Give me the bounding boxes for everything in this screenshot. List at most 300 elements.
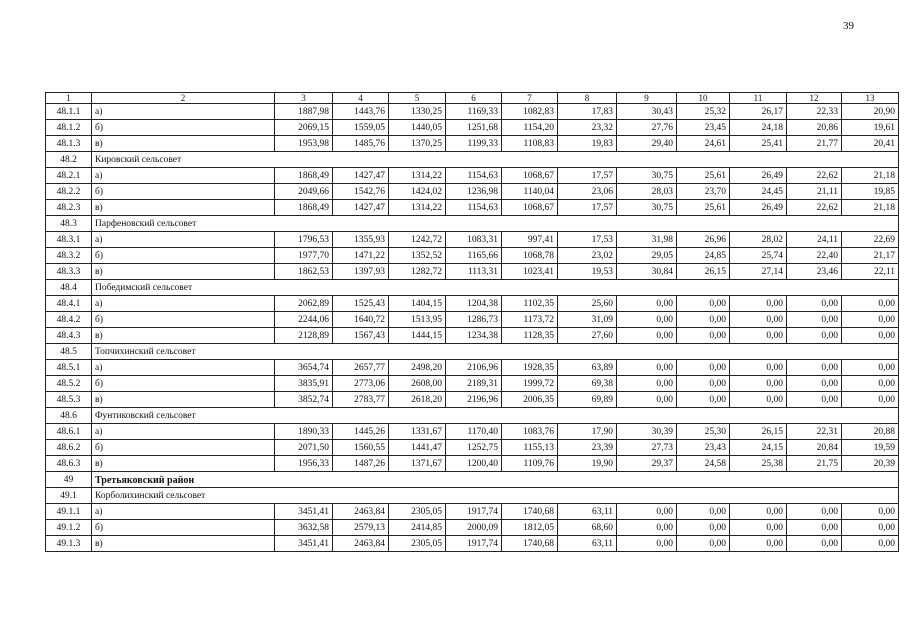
- table-cell: 0,00: [677, 328, 730, 344]
- table-row: [46, 136, 899, 152]
- table-cell: 1440,05: [389, 120, 446, 136]
- table-cell: 1102,35: [502, 296, 558, 312]
- table-cell: 0,00: [730, 504, 787, 520]
- table-cell: 28,02: [730, 232, 787, 248]
- table-cell: 1169,33: [446, 104, 502, 120]
- table-cell: 1109,76: [502, 456, 558, 472]
- table-cell: 25,61: [677, 200, 730, 216]
- table-cell: 1204,38: [446, 296, 502, 312]
- table-cell: 2062,89: [275, 296, 333, 312]
- table-cell: 23,02: [558, 248, 617, 264]
- table-cell: 1170,40: [446, 424, 502, 440]
- table-cell: 1252,75: [446, 440, 502, 456]
- row-code: 48.5.3: [46, 392, 92, 408]
- table-cell: 1956,33: [275, 456, 333, 472]
- table-cell: 23,45: [677, 120, 730, 136]
- table-cell: 1445,26: [333, 424, 389, 440]
- row-code: 48.3: [46, 216, 92, 232]
- table-cell: 2579,13: [333, 520, 389, 536]
- table-cell: 0,00: [617, 520, 677, 536]
- table-cell: 29,05: [617, 248, 677, 264]
- row-variant: в): [92, 456, 275, 472]
- table-cell: 1862,53: [275, 264, 333, 280]
- table-cell: 0,00: [842, 328, 899, 344]
- table-cell: 24,61: [677, 136, 730, 152]
- row-code: 48.4: [46, 280, 92, 296]
- row-variant: б): [92, 120, 275, 136]
- table-cell: 1917,74: [446, 504, 502, 520]
- row-code: 48.2: [46, 152, 92, 168]
- table-cell: 22,62: [787, 200, 842, 216]
- column-header: 3: [275, 93, 333, 104]
- tariff-table: [45, 92, 899, 552]
- table-cell: 1140,04: [502, 184, 558, 200]
- section-title: Кировский сельсовет: [92, 152, 899, 168]
- table-cell: 31,09: [558, 312, 617, 328]
- table-row: [46, 264, 899, 280]
- row-code: 48.5: [46, 344, 92, 360]
- table-cell: 26,15: [730, 424, 787, 440]
- section-heading-row: [46, 216, 899, 232]
- table-cell: 31,98: [617, 232, 677, 248]
- table-row: [46, 504, 899, 520]
- column-header: 9: [617, 93, 677, 104]
- table-cell: 1796,53: [275, 232, 333, 248]
- table-cell: 0,00: [842, 520, 899, 536]
- table-cell: 20,41: [842, 136, 899, 152]
- table-cell: 0,00: [730, 520, 787, 536]
- row-code: 48.5.2: [46, 376, 92, 392]
- table-cell: 1108,83: [502, 136, 558, 152]
- table-cell: 2244,06: [275, 312, 333, 328]
- table-cell: 0,00: [730, 328, 787, 344]
- column-header: 13: [842, 93, 899, 104]
- table-cell: 0,00: [677, 392, 730, 408]
- table-cell: 0,00: [617, 360, 677, 376]
- table-cell: 2049,66: [275, 184, 333, 200]
- table-cell: 1404,15: [389, 296, 446, 312]
- table-cell: 997,41: [502, 232, 558, 248]
- section-title: Победимский сельсовет: [92, 280, 899, 296]
- table-cell: 1355,93: [333, 232, 389, 248]
- table-cell: 1427,47: [333, 168, 389, 184]
- column-header: 8: [558, 93, 617, 104]
- table-cell: 23,46: [787, 264, 842, 280]
- table-row: [46, 360, 899, 376]
- row-variant: а): [92, 168, 275, 184]
- table-cell: 2783,77: [333, 392, 389, 408]
- table-cell: 25,30: [677, 424, 730, 440]
- table-cell: 27,73: [617, 440, 677, 456]
- table-row: [46, 184, 899, 200]
- table-cell: 3835,91: [275, 376, 333, 392]
- table-cell: 1487,26: [333, 456, 389, 472]
- table-cell: 27,60: [558, 328, 617, 344]
- table-cell: 0,00: [730, 296, 787, 312]
- table-cell: 21,75: [787, 456, 842, 472]
- row-code: 48.1.3: [46, 136, 92, 152]
- table-cell: 1023,41: [502, 264, 558, 280]
- table-cell: 3654,74: [275, 360, 333, 376]
- table-cell: 2414,85: [389, 520, 446, 536]
- table-row: [46, 520, 899, 536]
- table-cell: 17,57: [558, 168, 617, 184]
- table-cell: 1928,35: [502, 360, 558, 376]
- row-code: 49: [46, 472, 92, 488]
- table-cell: 24,85: [677, 248, 730, 264]
- district-heading-row: [46, 472, 899, 488]
- table-cell: 20,86: [787, 120, 842, 136]
- table-cell: 68,60: [558, 520, 617, 536]
- row-variant: б): [92, 312, 275, 328]
- table-cell: 1443,76: [333, 104, 389, 120]
- table-cell: 25,60: [558, 296, 617, 312]
- table-cell: 28,03: [617, 184, 677, 200]
- table-row: [46, 376, 899, 392]
- table-cell: 19,90: [558, 456, 617, 472]
- table-cell: 22,33: [787, 104, 842, 120]
- table-cell: 1397,93: [333, 264, 389, 280]
- table-cell: 2128,89: [275, 328, 333, 344]
- table-cell: 0,00: [787, 328, 842, 344]
- table-cell: 24,45: [730, 184, 787, 200]
- table-cell: 30,43: [617, 104, 677, 120]
- table-cell: 17,57: [558, 200, 617, 216]
- row-code: 48.2.2: [46, 184, 92, 200]
- table-row: [46, 248, 899, 264]
- table-cell: 1154,63: [446, 168, 502, 184]
- row-code: 48.4.2: [46, 312, 92, 328]
- row-variant: в): [92, 392, 275, 408]
- table-cell: 1740,68: [502, 536, 558, 552]
- row-code: 49.1: [46, 488, 92, 504]
- row-code: 49.1.1: [46, 504, 92, 520]
- section-heading-row: [46, 408, 899, 424]
- row-code: 48.2.3: [46, 200, 92, 216]
- table-cell: 0,00: [842, 392, 899, 408]
- table-cell: 3451,41: [275, 504, 333, 520]
- table-cell: 0,00: [730, 360, 787, 376]
- row-variant: а): [92, 232, 275, 248]
- table-cell: 17,83: [558, 104, 617, 120]
- table-row: [46, 328, 899, 344]
- section-title: Фунтиковский сельсовет: [92, 408, 899, 424]
- table-cell: 1471,22: [333, 248, 389, 264]
- table-cell: 25,38: [730, 456, 787, 472]
- table-cell: 0,00: [617, 312, 677, 328]
- table-cell: 0,00: [677, 536, 730, 552]
- table-cell: 24,18: [730, 120, 787, 136]
- table-cell: 3451,41: [275, 536, 333, 552]
- row-variant: а): [92, 360, 275, 376]
- table-cell: 26,49: [730, 200, 787, 216]
- column-header: 11: [730, 93, 787, 104]
- table-cell: 1559,05: [333, 120, 389, 136]
- table-cell: 0,00: [787, 360, 842, 376]
- table-cell: 26,15: [677, 264, 730, 280]
- table-cell: 1155,13: [502, 440, 558, 456]
- table-cell: 2773,06: [333, 376, 389, 392]
- table-cell: 1444,15: [389, 328, 446, 344]
- table-cell: 23,39: [558, 440, 617, 456]
- row-code: 49.1.3: [46, 536, 92, 552]
- table-cell: 20,39: [842, 456, 899, 472]
- table-cell: 2305,05: [389, 504, 446, 520]
- table-cell: 0,00: [787, 312, 842, 328]
- table-cell: 0,00: [787, 504, 842, 520]
- table-cell: 1128,35: [502, 328, 558, 344]
- table-cell: 19,59: [842, 440, 899, 456]
- table-cell: 1199,33: [446, 136, 502, 152]
- table-cell: 2657,77: [333, 360, 389, 376]
- table-cell: 21,17: [842, 248, 899, 264]
- table-cell: 1424,02: [389, 184, 446, 200]
- column-header-row: [46, 93, 899, 104]
- table-cell: 1113,31: [446, 264, 502, 280]
- table-cell: 29,37: [617, 456, 677, 472]
- table-cell: 0,00: [787, 536, 842, 552]
- table-cell: 23,43: [677, 440, 730, 456]
- table-cell: 27,14: [730, 264, 787, 280]
- table-cell: 0,00: [730, 312, 787, 328]
- table-cell: 0,00: [787, 392, 842, 408]
- table-cell: 17,90: [558, 424, 617, 440]
- table-cell: 1200,40: [446, 456, 502, 472]
- column-header: 5: [389, 93, 446, 104]
- table-cell: 23,06: [558, 184, 617, 200]
- table-cell: 63,89: [558, 360, 617, 376]
- table-cell: 1330,25: [389, 104, 446, 120]
- table-cell: 1977,70: [275, 248, 333, 264]
- section-heading-row: [46, 152, 899, 168]
- column-header: 2: [92, 93, 275, 104]
- table-cell: 1542,76: [333, 184, 389, 200]
- row-code: 49.1.2: [46, 520, 92, 536]
- table-cell: 1154,63: [446, 200, 502, 216]
- table-cell: 1640,72: [333, 312, 389, 328]
- table-cell: 1485,76: [333, 136, 389, 152]
- table-cell: 1890,33: [275, 424, 333, 440]
- table-cell: 17,53: [558, 232, 617, 248]
- table-row: [46, 120, 899, 136]
- table-cell: 1068,78: [502, 248, 558, 264]
- table-cell: 0,00: [730, 536, 787, 552]
- table-cell: 30,75: [617, 168, 677, 184]
- table-cell: 2071,50: [275, 440, 333, 456]
- table-cell: 1917,74: [446, 536, 502, 552]
- table-cell: 0,00: [677, 504, 730, 520]
- row-variant: в): [92, 264, 275, 280]
- row-variant: а): [92, 424, 275, 440]
- table-row: [46, 168, 899, 184]
- table-cell: 20,90: [842, 104, 899, 120]
- section-heading-row: [46, 488, 899, 504]
- table-cell: 1868,49: [275, 168, 333, 184]
- table-cell: 2463,84: [333, 536, 389, 552]
- table-cell: 21,11: [787, 184, 842, 200]
- table-row: [46, 232, 899, 248]
- table-row: [46, 392, 899, 408]
- table-cell: 0,00: [617, 376, 677, 392]
- row-variant: а): [92, 296, 275, 312]
- row-variant: а): [92, 504, 275, 520]
- row-code: 48.2.1: [46, 168, 92, 184]
- row-variant: б): [92, 520, 275, 536]
- row-variant: в): [92, 328, 275, 344]
- table-cell: 1513,95: [389, 312, 446, 328]
- table-cell: 1314,22: [389, 168, 446, 184]
- table-cell: 0,00: [787, 520, 842, 536]
- table-cell: 0,00: [617, 392, 677, 408]
- table-cell: 2069,15: [275, 120, 333, 136]
- table-row: [46, 104, 899, 120]
- row-code: 48.5.1: [46, 360, 92, 376]
- table-cell: 29,40: [617, 136, 677, 152]
- row-code: 48.6.2: [46, 440, 92, 456]
- table-cell: 1165,66: [446, 248, 502, 264]
- table-cell: 3852,74: [275, 392, 333, 408]
- row-code: 48.6.1: [46, 424, 92, 440]
- table-cell: 19,61: [842, 120, 899, 136]
- table-cell: 2608,00: [389, 376, 446, 392]
- table-cell: 1868,49: [275, 200, 333, 216]
- table-cell: 1427,47: [333, 200, 389, 216]
- table-cell: 22,11: [842, 264, 899, 280]
- district-title: Третьяковский район: [92, 472, 899, 488]
- column-header: 12: [787, 93, 842, 104]
- table-cell: 2618,20: [389, 392, 446, 408]
- row-variant: б): [92, 376, 275, 392]
- table-cell: 0,00: [677, 520, 730, 536]
- table-cell: 2196,96: [446, 392, 502, 408]
- table-cell: 63,11: [558, 536, 617, 552]
- row-variant: а): [92, 104, 275, 120]
- table-row: [46, 456, 899, 472]
- table-cell: 1370,25: [389, 136, 446, 152]
- row-variant: б): [92, 440, 275, 456]
- row-code: 48.1.1: [46, 104, 92, 120]
- column-header: 1: [46, 93, 92, 104]
- table-cell: 1286,73: [446, 312, 502, 328]
- page-number: 39: [843, 20, 854, 32]
- table-cell: 0,00: [677, 296, 730, 312]
- table-cell: 19,85: [842, 184, 899, 200]
- table-row: [46, 536, 899, 552]
- table-row: [46, 200, 899, 216]
- column-header: 4: [333, 93, 389, 104]
- table-cell: 26,49: [730, 168, 787, 184]
- table-cell: 1282,72: [389, 264, 446, 280]
- table-cell: 0,00: [617, 536, 677, 552]
- table-cell: 0,00: [842, 312, 899, 328]
- table-cell: 19,53: [558, 264, 617, 280]
- table-cell: 0,00: [730, 376, 787, 392]
- table-cell: 23,32: [558, 120, 617, 136]
- table-cell: 1236,98: [446, 184, 502, 200]
- table-cell: 1999,72: [502, 376, 558, 392]
- table-cell: 1740,68: [502, 504, 558, 520]
- row-variant: в): [92, 536, 275, 552]
- table-cell: 23,70: [677, 184, 730, 200]
- table-cell: 0,00: [842, 376, 899, 392]
- table-cell: 25,32: [677, 104, 730, 120]
- table-cell: 1251,68: [446, 120, 502, 136]
- table-cell: 2000,09: [446, 520, 502, 536]
- row-code: 48.3.3: [46, 264, 92, 280]
- table-cell: 1154,20: [502, 120, 558, 136]
- table-cell: 1083,31: [446, 232, 502, 248]
- table-cell: 30,39: [617, 424, 677, 440]
- section-title: Парфеновский сельсовет: [92, 216, 899, 232]
- table-cell: 1314,22: [389, 200, 446, 216]
- table-cell: 2463,84: [333, 504, 389, 520]
- table-cell: 0,00: [787, 296, 842, 312]
- table-cell: 1068,67: [502, 168, 558, 184]
- table-cell: 2106,96: [446, 360, 502, 376]
- table-cell: 1068,67: [502, 200, 558, 216]
- table-cell: 0,00: [730, 392, 787, 408]
- table-body: [46, 93, 899, 552]
- table-cell: 1953,98: [275, 136, 333, 152]
- column-header: 6: [446, 93, 502, 104]
- table-cell: 1441,47: [389, 440, 446, 456]
- table-cell: 2498,20: [389, 360, 446, 376]
- row-variant: б): [92, 248, 275, 264]
- table-cell: 2189,31: [446, 376, 502, 392]
- table-cell: 1887,98: [275, 104, 333, 120]
- table-cell: 1234,38: [446, 328, 502, 344]
- column-header: 7: [502, 93, 558, 104]
- row-code: 48.4.3: [46, 328, 92, 344]
- table-cell: 2006,35: [502, 392, 558, 408]
- table-cell: 1173,72: [502, 312, 558, 328]
- row-variant: б): [92, 184, 275, 200]
- table-cell: 25,41: [730, 136, 787, 152]
- table-cell: 63,11: [558, 504, 617, 520]
- table-cell: 0,00: [617, 296, 677, 312]
- table-cell: 22,31: [787, 424, 842, 440]
- table-cell: 0,00: [677, 360, 730, 376]
- table-cell: 1371,67: [389, 456, 446, 472]
- table-cell: 0,00: [842, 536, 899, 552]
- table-cell: 69,89: [558, 392, 617, 408]
- table-cell: 30,84: [617, 264, 677, 280]
- table-cell: 3632,58: [275, 520, 333, 536]
- section-heading-row: [46, 280, 899, 296]
- row-code: 48.3.2: [46, 248, 92, 264]
- column-header: 10: [677, 93, 730, 104]
- table-cell: 0,00: [842, 296, 899, 312]
- table-cell: 26,96: [677, 232, 730, 248]
- table-cell: 1567,43: [333, 328, 389, 344]
- table-cell: 1082,83: [502, 104, 558, 120]
- table-cell: 0,00: [617, 328, 677, 344]
- table-cell: 26,17: [730, 104, 787, 120]
- section-title: Топчихинский сельсовет: [92, 344, 899, 360]
- row-code: 48.4.1: [46, 296, 92, 312]
- section-title: Корболихинский сельсовет: [92, 488, 899, 504]
- table-cell: 21,77: [787, 136, 842, 152]
- table-cell: 1352,52: [389, 248, 446, 264]
- row-code: 48.6: [46, 408, 92, 424]
- table-cell: 20,88: [842, 424, 899, 440]
- table-cell: 2305,05: [389, 536, 446, 552]
- table-cell: 24,11: [787, 232, 842, 248]
- table-cell: 1242,72: [389, 232, 446, 248]
- row-code: 48.3.1: [46, 232, 92, 248]
- table-cell: 1560,55: [333, 440, 389, 456]
- table-row: [46, 440, 899, 456]
